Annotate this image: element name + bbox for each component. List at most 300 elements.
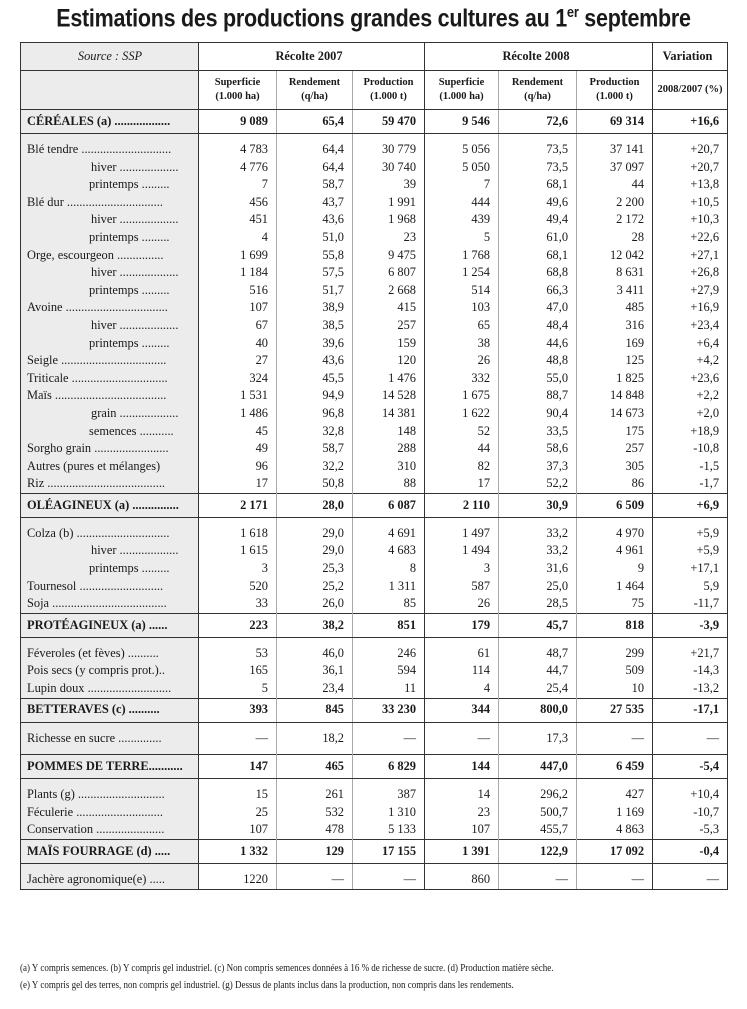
spacer-cell xyxy=(199,779,277,787)
row-label xyxy=(21,840,199,864)
spacer-cell xyxy=(277,722,353,730)
spacer-cell xyxy=(577,134,653,142)
value-cell: 48,8 xyxy=(499,352,577,370)
value-cell: 2 110 xyxy=(425,493,499,517)
row-label-text: PROTÉAGINEUX (a) ...... xyxy=(27,617,168,632)
subheader-blank xyxy=(21,71,199,110)
value-cell: 17 xyxy=(199,475,277,493)
row-label xyxy=(21,317,199,335)
production-table xyxy=(20,42,728,890)
value-cell: 288 xyxy=(353,440,425,458)
value-cell: +5,9 xyxy=(653,542,728,560)
value-cell: 47,0 xyxy=(499,299,577,317)
value-cell: 57,5 xyxy=(277,264,353,282)
spacer-row xyxy=(21,779,728,787)
spacer-cell xyxy=(277,747,353,755)
spacer-row xyxy=(21,517,728,525)
value-cell: 451 xyxy=(199,211,277,229)
row-label-text: Pois secs (y compris prot.).. xyxy=(27,663,166,678)
row-label xyxy=(21,282,199,300)
subheader-rendement-2008: Rendement (q/ha) xyxy=(499,71,577,110)
value-cell: 6 087 xyxy=(353,493,425,517)
value-cell: 478 xyxy=(277,821,353,839)
value-cell: 257 xyxy=(353,317,425,335)
value-cell: 5 133 xyxy=(353,821,425,839)
value-cell: 30 740 xyxy=(353,159,425,177)
total-row xyxy=(21,840,728,864)
row-label-text: BETTERAVES (c) .......... xyxy=(27,702,160,717)
value-cell: -10,8 xyxy=(653,440,728,458)
spacer-row xyxy=(21,747,728,755)
row-label-text: Sorgho grain ........................ xyxy=(27,441,169,456)
value-cell: 58,7 xyxy=(277,176,353,194)
value-cell: 38,5 xyxy=(277,317,353,335)
value-cell: 456 xyxy=(199,194,277,212)
value-cell: 31,6 xyxy=(499,560,577,578)
row-label-text: Maïs .................................... xyxy=(27,388,167,403)
spacer-cell xyxy=(577,864,653,872)
value-cell: 51,0 xyxy=(277,229,353,247)
value-cell: 27 535 xyxy=(577,698,653,722)
row-label xyxy=(21,755,199,779)
spacer-cell xyxy=(499,722,577,730)
value-cell: 29,0 xyxy=(277,525,353,543)
subheader-superficie-2008: Superficie (1.000 ha) xyxy=(425,71,499,110)
row-label-text: Soja ..................................... xyxy=(27,596,167,611)
data-row xyxy=(21,578,728,596)
value-cell: 427 xyxy=(577,786,653,804)
value-cell: 4 691 xyxy=(353,525,425,543)
value-cell: 86 xyxy=(577,475,653,493)
footnote-line: (e) Y compris gel des terres, non compris gel industriel. (g) Dessus de plants inclus dans la production, non compris dans les rendements. xyxy=(20,980,514,991)
row-label-text: MAÏS FOURRAGE (d) ..... xyxy=(27,843,171,858)
value-cell: -0,4 xyxy=(653,840,728,864)
row-label xyxy=(21,141,199,159)
value-cell: 415 xyxy=(353,299,425,317)
value-cell: 68,8 xyxy=(499,264,577,282)
data-row xyxy=(21,229,728,247)
row-label-text: printemps ......... xyxy=(89,177,170,192)
value-cell: +16,6 xyxy=(653,110,728,134)
value-cell: 107 xyxy=(199,821,277,839)
row-label-text: printemps ......... xyxy=(89,282,170,297)
spacer-cell xyxy=(353,517,425,525)
data-row xyxy=(21,730,728,748)
value-cell: 73,5 xyxy=(499,159,577,177)
spacer-cell xyxy=(199,517,277,525)
value-cell: 23,4 xyxy=(277,680,353,698)
spacer-cell xyxy=(577,517,653,525)
value-cell: 1220 xyxy=(199,871,277,889)
value-cell: 82 xyxy=(425,458,499,476)
value-cell: 1 486 xyxy=(199,405,277,423)
value-cell: 38,9 xyxy=(277,299,353,317)
value-cell: 7 xyxy=(425,176,499,194)
group-header-2007: Récolte 2007 xyxy=(199,43,425,71)
row-label-text: Blé tendre ............................. xyxy=(27,142,172,156)
group-header-2008: Récolte 2008 xyxy=(425,43,653,71)
value-cell: 32,2 xyxy=(277,458,353,476)
value-cell: 14 848 xyxy=(577,387,653,405)
row-label-text: OLÉAGINEUX (a) ............... xyxy=(27,497,179,512)
value-cell: +17,1 xyxy=(653,560,728,578)
spacer-cell xyxy=(653,747,728,755)
value-cell: 18,2 xyxy=(277,730,353,748)
value-cell: +18,9 xyxy=(653,423,728,441)
value-cell: +13,8 xyxy=(653,176,728,194)
spacer-cell xyxy=(21,722,199,730)
value-cell: 28 xyxy=(577,229,653,247)
data-row xyxy=(21,475,728,493)
data-row xyxy=(21,542,728,560)
spacer-cell xyxy=(577,722,653,730)
value-cell: 73,5 xyxy=(499,141,577,159)
value-cell: 4 xyxy=(425,680,499,698)
row-label-text: CÉRÉALES (a) .................. xyxy=(27,113,171,128)
row-label xyxy=(21,662,199,680)
value-cell: 45,7 xyxy=(499,613,577,637)
value-cell: 107 xyxy=(425,821,499,839)
value-cell: 85 xyxy=(353,595,425,613)
spacer-cell xyxy=(353,637,425,645)
row-label xyxy=(21,475,199,493)
value-cell: 43,6 xyxy=(277,211,353,229)
value-cell: 65,4 xyxy=(277,110,353,134)
value-cell: 1 825 xyxy=(577,370,653,388)
value-cell: 818 xyxy=(577,613,653,637)
value-cell: 38 xyxy=(425,335,499,353)
value-cell: 37 141 xyxy=(577,141,653,159)
total-row xyxy=(21,110,728,134)
row-label-text: hiver ................... xyxy=(91,212,179,227)
value-cell: 15 xyxy=(199,786,277,804)
value-cell: 305 xyxy=(577,458,653,476)
row-label-text: Autres (pures et mélanges) xyxy=(27,458,161,473)
row-label xyxy=(21,194,199,212)
spacer-cell xyxy=(21,747,199,755)
row-label xyxy=(21,423,199,441)
row-label-text: hiver ................... xyxy=(91,159,179,174)
row-label xyxy=(21,247,199,265)
value-cell: 88,7 xyxy=(499,387,577,405)
value-cell: 4 683 xyxy=(353,542,425,560)
value-cell: 26 xyxy=(425,352,499,370)
row-label xyxy=(21,211,199,229)
value-cell: 514 xyxy=(425,282,499,300)
row-label-text: Lupin doux ........................... xyxy=(27,681,172,696)
value-cell: -5,3 xyxy=(653,821,728,839)
value-cell: 261 xyxy=(277,786,353,804)
value-cell: 114 xyxy=(425,662,499,680)
value-cell: 51,7 xyxy=(277,282,353,300)
row-label xyxy=(21,370,199,388)
value-cell: 52,2 xyxy=(499,475,577,493)
value-cell: 1 618 xyxy=(199,525,277,543)
value-cell: 72,6 xyxy=(499,110,577,134)
value-cell: +2,2 xyxy=(653,387,728,405)
row-label-text: Blé dur ............................... xyxy=(27,194,163,209)
value-cell: — xyxy=(199,730,277,748)
subheader-rendement-2007: Rendement (q/ha) xyxy=(277,71,353,110)
value-cell: 66,3 xyxy=(499,282,577,300)
value-cell: 33,2 xyxy=(499,525,577,543)
spacer-cell xyxy=(21,517,199,525)
value-cell: 6 829 xyxy=(353,755,425,779)
value-cell: 165 xyxy=(199,662,277,680)
row-label-text: Féveroles (et fèves) .......... xyxy=(27,645,159,660)
value-cell: 1 615 xyxy=(199,542,277,560)
value-cell: — xyxy=(653,730,728,748)
spacer-cell xyxy=(653,864,728,872)
group-header-row xyxy=(21,43,728,71)
value-cell: 1 497 xyxy=(425,525,499,543)
value-cell: 6 509 xyxy=(577,493,653,517)
value-cell: 55,0 xyxy=(499,370,577,388)
spacer-cell xyxy=(353,747,425,755)
value-cell: 3 xyxy=(199,560,277,578)
data-row xyxy=(21,405,728,423)
row-label-text: Orge, escourgeon ............... xyxy=(27,247,164,262)
value-cell: 68,1 xyxy=(499,247,577,265)
value-cell: 39,6 xyxy=(277,335,353,353)
row-label-text: POMMES DE TERRE........... xyxy=(27,758,183,773)
spacer-cell xyxy=(277,779,353,787)
data-row xyxy=(21,264,728,282)
value-cell: 5 xyxy=(425,229,499,247)
value-cell: 17 155 xyxy=(353,840,425,864)
value-cell: 316 xyxy=(577,317,653,335)
row-label xyxy=(21,821,199,839)
data-row xyxy=(21,387,728,405)
value-cell: 75 xyxy=(577,595,653,613)
value-cell: +16,9 xyxy=(653,299,728,317)
value-cell: 393 xyxy=(199,698,277,722)
value-cell: 1 332 xyxy=(199,840,277,864)
spacer-cell xyxy=(277,864,353,872)
data-row xyxy=(21,560,728,578)
value-cell: 8 631 xyxy=(577,264,653,282)
value-cell: 1 169 xyxy=(577,804,653,822)
value-cell: 148 xyxy=(353,423,425,441)
value-cell: 33 230 xyxy=(353,698,425,722)
value-cell: -13,2 xyxy=(653,680,728,698)
value-cell: 1 968 xyxy=(353,211,425,229)
spacer-cell xyxy=(21,637,199,645)
group-header-variation: Variation xyxy=(653,43,728,71)
data-row xyxy=(21,804,728,822)
value-cell: 129 xyxy=(277,840,353,864)
value-cell: 65 xyxy=(425,317,499,335)
row-label-text: Riz ...................................... xyxy=(27,476,166,491)
value-cell: +23,4 xyxy=(653,317,728,335)
spacer-cell xyxy=(577,747,653,755)
value-cell: -1,5 xyxy=(653,458,728,476)
data-row xyxy=(21,176,728,194)
value-cell: — xyxy=(577,871,653,889)
value-cell: 23 xyxy=(353,229,425,247)
value-cell: 14 381 xyxy=(353,405,425,423)
value-cell: 1 675 xyxy=(425,387,499,405)
row-label-text: printemps ......... xyxy=(89,335,170,350)
data-row xyxy=(21,159,728,177)
value-cell: 29,0 xyxy=(277,542,353,560)
value-cell: 48,7 xyxy=(499,645,577,663)
subheader-row xyxy=(21,71,728,110)
value-cell: 1 310 xyxy=(353,804,425,822)
data-row xyxy=(21,645,728,663)
value-cell: 9 475 xyxy=(353,247,425,265)
value-cell: +6,4 xyxy=(653,335,728,353)
value-cell: 25,4 xyxy=(499,680,577,698)
value-cell: 125 xyxy=(577,352,653,370)
row-label xyxy=(21,352,199,370)
value-cell: 44 xyxy=(425,440,499,458)
value-cell: 520 xyxy=(199,578,277,596)
value-cell: +2,0 xyxy=(653,405,728,423)
page-title xyxy=(52,4,694,33)
value-cell: 67 xyxy=(199,317,277,335)
row-label-text: Féculerie ............................ xyxy=(27,804,163,819)
value-cell: +26,8 xyxy=(653,264,728,282)
spacer-cell xyxy=(499,779,577,787)
value-cell: 40 xyxy=(199,335,277,353)
spacer-cell xyxy=(499,637,577,645)
value-cell: 64,4 xyxy=(277,141,353,159)
value-cell: 509 xyxy=(577,662,653,680)
spacer-cell xyxy=(353,779,425,787)
row-label xyxy=(21,110,199,134)
data-row xyxy=(21,211,728,229)
value-cell: 25,0 xyxy=(499,578,577,596)
value-cell: 90,4 xyxy=(499,405,577,423)
value-cell: 14 xyxy=(425,786,499,804)
row-label xyxy=(21,786,199,804)
total-row xyxy=(21,613,728,637)
value-cell: 1 311 xyxy=(353,578,425,596)
value-cell: -5,4 xyxy=(653,755,728,779)
value-cell: 45,5 xyxy=(277,370,353,388)
value-cell: -10,7 xyxy=(653,804,728,822)
value-cell: 32,8 xyxy=(277,423,353,441)
value-cell: +5,9 xyxy=(653,525,728,543)
data-row xyxy=(21,440,728,458)
value-cell: 5 xyxy=(199,680,277,698)
value-cell: +4,2 xyxy=(653,352,728,370)
total-row xyxy=(21,755,728,779)
value-cell: -14,3 xyxy=(653,662,728,680)
row-label xyxy=(21,578,199,596)
row-label-text: grain ................... xyxy=(91,405,179,420)
value-cell: -1,7 xyxy=(653,475,728,493)
spacer-cell xyxy=(199,864,277,872)
row-label xyxy=(21,613,199,637)
row-label-text: hiver ................... xyxy=(91,543,179,558)
value-cell: 49,4 xyxy=(499,211,577,229)
value-cell: 147 xyxy=(199,755,277,779)
row-label xyxy=(21,804,199,822)
row-label-text: Avoine ................................. xyxy=(27,300,168,315)
value-cell: 43,6 xyxy=(277,352,353,370)
value-cell: 4 xyxy=(199,229,277,247)
row-label xyxy=(21,595,199,613)
value-cell: 246 xyxy=(353,645,425,663)
spacer-cell xyxy=(353,864,425,872)
spacer-cell xyxy=(653,637,728,645)
spacer-cell xyxy=(425,864,499,872)
value-cell: — xyxy=(277,871,353,889)
value-cell: 344 xyxy=(425,698,499,722)
title-superscript: er xyxy=(566,4,579,21)
value-cell: 33 xyxy=(199,595,277,613)
value-cell: 9 xyxy=(577,560,653,578)
total-row xyxy=(21,493,728,517)
value-cell: 17 xyxy=(425,475,499,493)
value-cell: 860 xyxy=(425,871,499,889)
value-cell: 49,6 xyxy=(499,194,577,212)
value-cell: 14 673 xyxy=(577,405,653,423)
value-cell: +27,9 xyxy=(653,282,728,300)
value-cell: 44 xyxy=(577,176,653,194)
value-cell: +10,3 xyxy=(653,211,728,229)
value-cell: 9 089 xyxy=(199,110,277,134)
value-cell: 28,5 xyxy=(499,595,577,613)
value-cell: 447,0 xyxy=(499,755,577,779)
value-cell: 103 xyxy=(425,299,499,317)
value-cell: 14 528 xyxy=(353,387,425,405)
value-cell: 53 xyxy=(199,645,277,663)
row-label xyxy=(21,525,199,543)
spacer-cell xyxy=(577,637,653,645)
spacer-cell xyxy=(199,722,277,730)
spacer-cell xyxy=(425,747,499,755)
value-cell: 845 xyxy=(277,698,353,722)
data-row xyxy=(21,335,728,353)
row-label xyxy=(21,299,199,317)
value-cell: 43,7 xyxy=(277,194,353,212)
value-cell: 10 xyxy=(577,680,653,698)
row-label-text: hiver ................... xyxy=(91,265,179,280)
data-row xyxy=(21,680,728,698)
value-cell: — xyxy=(653,871,728,889)
value-cell: 55,8 xyxy=(277,247,353,265)
spacer-cell xyxy=(21,779,199,787)
value-cell: 587 xyxy=(425,578,499,596)
spacer-row xyxy=(21,134,728,142)
data-row xyxy=(21,352,728,370)
value-cell: 2 668 xyxy=(353,282,425,300)
data-row xyxy=(21,317,728,335)
value-cell: -3,9 xyxy=(653,613,728,637)
spacer-cell xyxy=(653,134,728,142)
spacer-cell xyxy=(425,722,499,730)
row-label-text: Seigle .................................. xyxy=(27,353,167,368)
value-cell: 61 xyxy=(425,645,499,663)
data-row xyxy=(21,458,728,476)
value-cell: — xyxy=(425,730,499,748)
value-cell: +23,6 xyxy=(653,370,728,388)
value-cell: 1 494 xyxy=(425,542,499,560)
value-cell: +10,5 xyxy=(653,194,728,212)
value-cell: -11,7 xyxy=(653,595,728,613)
row-label xyxy=(21,405,199,423)
value-cell: 96 xyxy=(199,458,277,476)
value-cell: 88 xyxy=(353,475,425,493)
row-label-text: printemps ......... xyxy=(89,229,170,244)
value-cell: 44,7 xyxy=(499,662,577,680)
value-cell: 49 xyxy=(199,440,277,458)
row-label xyxy=(21,645,199,663)
spacer-cell xyxy=(277,134,353,142)
